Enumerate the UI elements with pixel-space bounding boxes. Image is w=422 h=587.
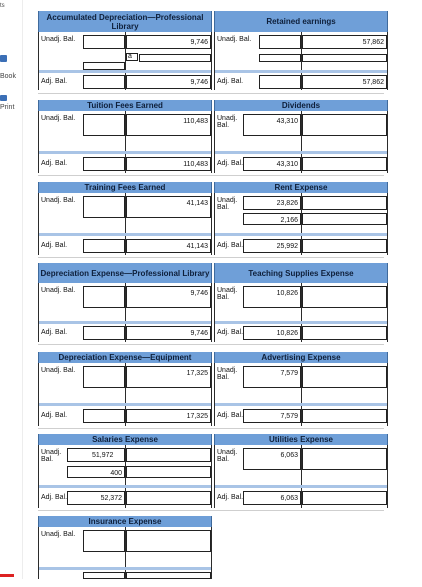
debit-input[interactable]: 10,826: [243, 326, 301, 340]
debit-input[interactable]: 2,166: [243, 213, 301, 225]
t-account-dividends: [214, 111, 388, 173]
t-account-accum-dep: [38, 32, 212, 90]
credit-input[interactable]: 9,746: [126, 326, 211, 340]
book-icon[interactable]: [0, 55, 7, 62]
unadj-bal-label: Unadj. Bal.: [217, 287, 238, 301]
t-account-rent-expense: [214, 193, 388, 255]
credit-input[interactable]: [302, 157, 387, 171]
debit-input[interactable]: [83, 196, 125, 218]
credit-input[interactable]: 9,746: [126, 75, 211, 89]
adj-bal-label: Adj. Bal.: [217, 78, 244, 85]
adj-bal-label: Adj. Bal.: [41, 160, 68, 167]
debit-input[interactable]: [83, 62, 125, 70]
adj-bal-label: Adj. Bal.: [41, 494, 68, 501]
unadj-bal-label: Unadj. Bal.: [217, 197, 238, 211]
credit-input[interactable]: 110,483: [126, 114, 211, 136]
debit-input[interactable]: [83, 409, 125, 423]
debit-input[interactable]: [259, 54, 301, 62]
debit-input[interactable]: [83, 35, 125, 49]
debit-input[interactable]: [83, 114, 125, 136]
debit-input[interactable]: 52,372: [67, 491, 125, 505]
unadj-bal-label: Unadj. Bal.: [41, 287, 76, 294]
credit-input[interactable]: 57,862: [302, 75, 387, 89]
t-account-retained-earnings: [214, 32, 388, 90]
print-icon[interactable]: [0, 95, 7, 101]
t-account-header: Depreciation Expense—Professional Library: [38, 263, 212, 283]
debit-input[interactable]: 51,972: [67, 448, 125, 462]
credit-input[interactable]: [126, 572, 211, 579]
unadj-bal-label: Unadj. Bal.: [41, 197, 76, 204]
debit-input[interactable]: 400: [67, 466, 125, 478]
section-rule: [38, 93, 384, 94]
debit-input[interactable]: [83, 75, 125, 89]
credit-input[interactable]: [302, 239, 387, 253]
t-account-utilities-expense: [214, 445, 388, 508]
unadj-bal-label: Unadj. Bal.: [41, 115, 76, 122]
credit-input[interactable]: [302, 286, 387, 308]
debit-input[interactable]: [259, 35, 301, 49]
debit-input[interactable]: 7,579: [243, 366, 301, 388]
unadj-bal-label: Unadj. Bal.: [217, 36, 252, 43]
credit-input[interactable]: [302, 114, 387, 136]
t-account-advertising: [214, 363, 388, 426]
section-rule: [38, 510, 384, 511]
adj-bal-label: Adj. Bal.: [217, 412, 244, 419]
debit-input[interactable]: 6,063: [243, 448, 301, 470]
debit-input[interactable]: [83, 530, 125, 552]
credit-input[interactable]: 9,746: [126, 286, 211, 308]
t-account-header: Teaching Supplies Expense: [214, 263, 388, 283]
adj-bal-label: Adj. Bal.: [41, 78, 68, 85]
unadj-bal-label: Unadj. Bal.: [217, 115, 238, 129]
debit-input[interactable]: [259, 75, 301, 89]
credit-input[interactable]: [302, 366, 387, 388]
t-account-tuition-fees: [38, 111, 212, 173]
credit-input[interactable]: [302, 213, 387, 225]
debit-input[interactable]: 10,826: [243, 286, 301, 308]
adjustment-ref-input[interactable]: a: [126, 53, 138, 61]
adj-bal-label: Adj. Bal.: [217, 329, 244, 336]
adj-bal-label: Adj. Bal.: [217, 494, 244, 501]
red-marker: [0, 574, 14, 577]
t-account-dep-expense-equipment: [38, 363, 212, 426]
credit-input[interactable]: [302, 54, 387, 62]
adj-bal-label: Adj. Bal.: [41, 329, 68, 336]
credit-input[interactable]: 110,483: [126, 157, 211, 171]
credit-input[interactable]: [126, 491, 211, 505]
t-account-header: Insurance Expense: [38, 516, 212, 527]
debit-input[interactable]: [83, 326, 125, 340]
credit-input[interactable]: [126, 466, 211, 478]
debit-input[interactable]: 25,992: [243, 239, 301, 253]
credit-input[interactable]: [126, 530, 211, 552]
unadj-bal-label: Unadj. Bal.: [41, 531, 76, 538]
t-account-header: Tuition Fees Earned: [38, 100, 212, 111]
debit-input[interactable]: 6,063: [243, 491, 301, 505]
credit-input[interactable]: 9,746: [126, 35, 211, 49]
debit-input[interactable]: [83, 286, 125, 308]
adj-bal-label: Adj. Bal.: [41, 242, 68, 249]
t-account-header: Rent Expense: [214, 182, 388, 193]
sidebar-top-label: ts: [0, 3, 5, 9]
t-account-insurance-expense: [38, 527, 212, 579]
t-account-header: Advertising Expense: [214, 352, 388, 363]
t-account-header: Training Fees Earned: [38, 182, 212, 193]
adj-bal-label: Adj. Bal.: [217, 242, 244, 249]
t-account-header: Accumulated Depreciation—Professional Library: [38, 11, 212, 32]
credit-input[interactable]: 57,862: [302, 35, 387, 49]
credit-input[interactable]: [302, 409, 387, 423]
unadj-bal-label: Unadj. Bal.: [41, 367, 76, 374]
t-account-salaries-expense: [38, 445, 212, 508]
unadj-bal-label: Unadj. Bal.: [217, 449, 238, 463]
debit-input[interactable]: 7,579: [243, 409, 301, 423]
debit-input[interactable]: [83, 572, 125, 579]
credit-input[interactable]: 41,143: [126, 239, 211, 253]
credit-input[interactable]: [139, 54, 211, 62]
section-rule: [38, 344, 384, 345]
debit-input[interactable]: [83, 157, 125, 171]
section-rule: [38, 428, 384, 429]
section-rule: [38, 175, 384, 176]
left-sidebar: [0, 0, 23, 579]
debit-input[interactable]: [83, 239, 125, 253]
unadj-bal-label: Unadj. Bal.: [217, 367, 238, 381]
t-account-header: Utilities Expense: [214, 434, 388, 445]
section-rule: [38, 257, 384, 258]
debit-input[interactable]: 43,310: [243, 157, 301, 171]
t-account-header: Depreciation Expense—Equipment: [38, 352, 212, 363]
t-account-header: Salaries Expense: [38, 434, 212, 445]
t-account-training-fees: [38, 193, 212, 255]
credit-input[interactable]: 17,325: [126, 409, 211, 423]
credit-input[interactable]: [302, 196, 387, 210]
credit-input[interactable]: [302, 448, 387, 470]
adj-bal-label: Adj. Bal.: [217, 160, 244, 167]
t-account-header: Dividends: [214, 100, 388, 111]
adj-bal-label: Adj. Bal.: [41, 412, 68, 419]
debit-input[interactable]: 23,826: [243, 196, 301, 210]
t-account-header: Retained earnings: [214, 11, 388, 32]
sidebar-print-link[interactable]: Print: [0, 104, 15, 111]
credit-input[interactable]: [302, 491, 387, 505]
credit-input[interactable]: [126, 448, 211, 462]
sidebar-book-link[interactable]: Book: [0, 73, 16, 80]
credit-input[interactable]: [302, 326, 387, 340]
debit-input[interactable]: 43,310: [243, 114, 301, 136]
t-account-teaching-supplies: [214, 283, 388, 342]
credit-input[interactable]: 41,143: [126, 196, 211, 218]
debit-input[interactable]: [83, 366, 125, 388]
credit-input[interactable]: 17,325: [126, 366, 211, 388]
unadj-bal-label: Unadj. Bal.: [41, 449, 62, 463]
t-account-dep-expense-library: [38, 283, 212, 342]
unadj-bal-label: Unadj. Bal.: [41, 36, 76, 43]
